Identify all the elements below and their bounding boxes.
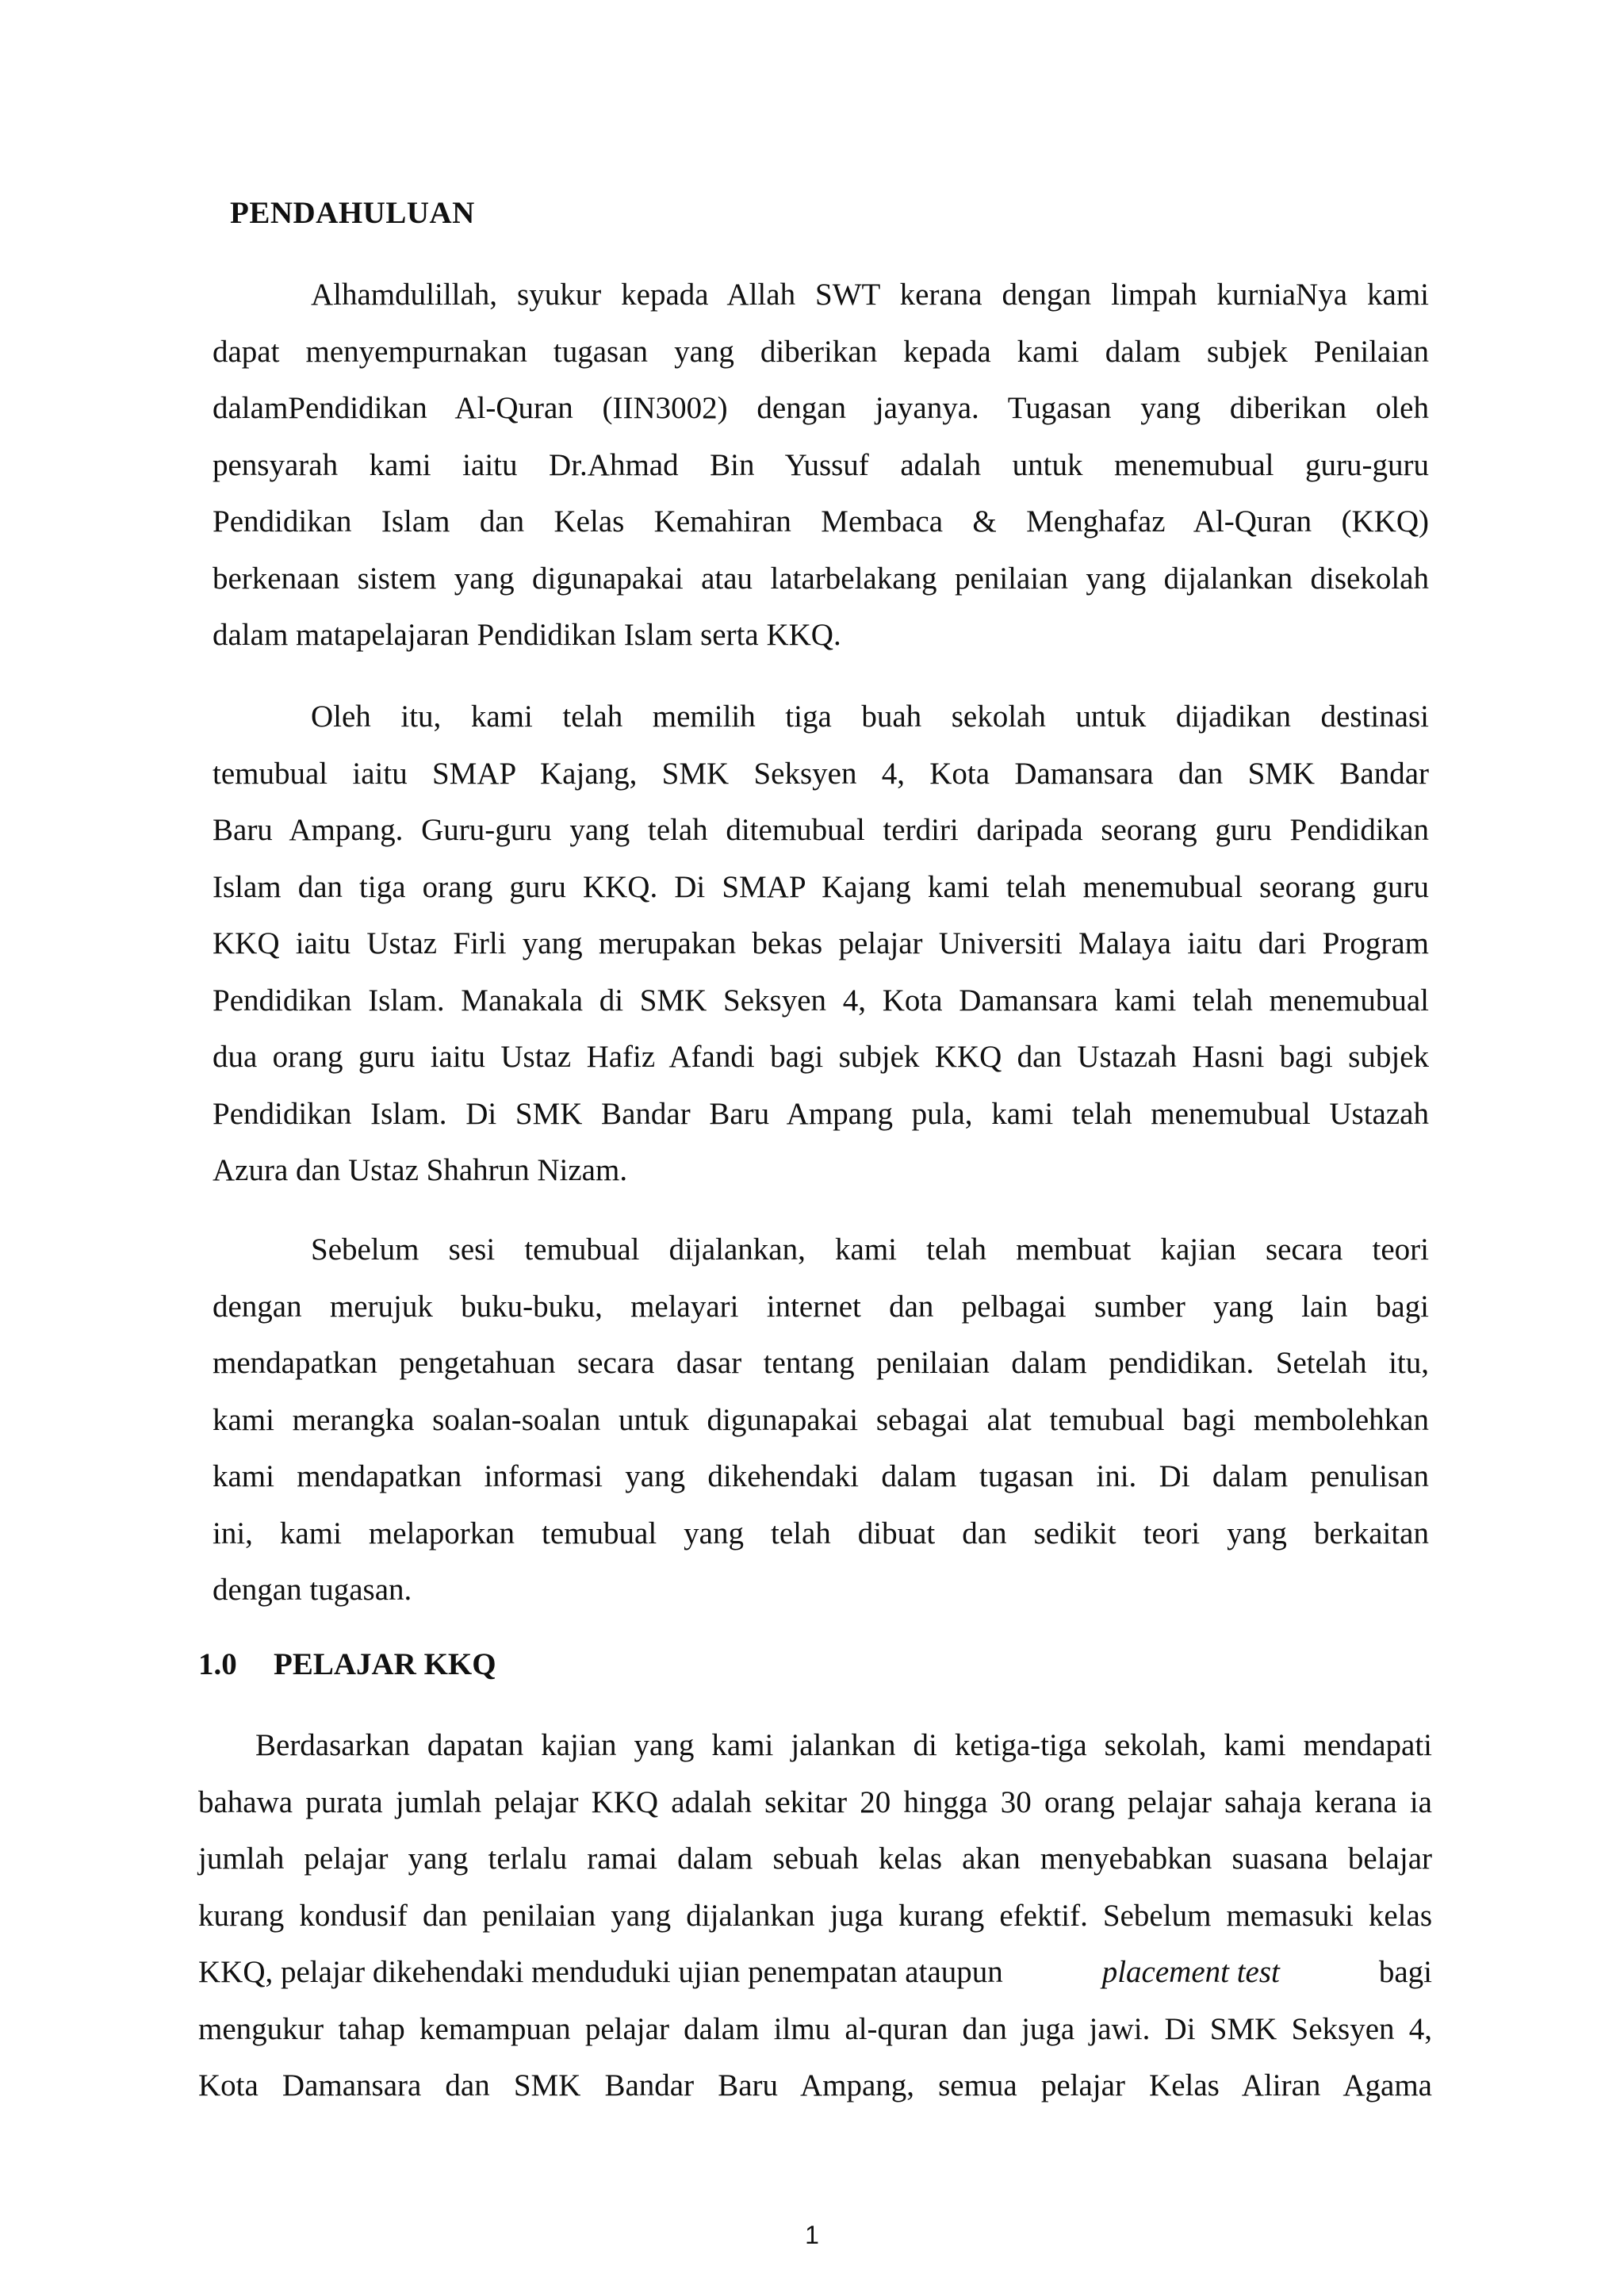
- paragraph-line: mengukur tahap kemampuan pelajar dalam ilmu al-quran dan juga jawi. Di SMK Seksyen 4,: [198, 2011, 1432, 2046]
- document-heading: PENDAHULUAN: [230, 196, 475, 230]
- paragraph-line: jumlah pelajar yang terlalu ramai dalam sebuah kelas akan menyebabkan suasana belajar: [198, 1842, 1432, 1876]
- paragraph-line: Pendidikan Islam. Manakala di SMK Seksyen 4, Kota Damansara kami telah menemubual: [213, 983, 1429, 1018]
- line-text-end: bagi: [1378, 1955, 1432, 1989]
- page-number: 1: [805, 2221, 819, 2249]
- paragraph-line: dua orang guru iaitu Ustaz Hafiz Afandi bagi subjek KKQ dan Ustazah Hasni bagi subjek: [213, 1040, 1429, 1074]
- paragraph-line: kurang kondusif dan penilaian yang dijalankan juga kurang efektif. Sebelum memasuki kelas: [198, 1898, 1432, 1933]
- paragraph-line: Islam dan tiga orang guru KKQ. Di SMAP Kajang kami telah menemubual seorang guru: [213, 869, 1429, 904]
- paragraph-line: KKQ iaitu Ustaz Firli yang merupakan bekas pelajar Universiti Malaya iaitu dari Program: [213, 926, 1429, 960]
- paragraph-line: Berdasarkan dapatan kajian yang kami jalankan di ketiga-tiga sekolah, kami mendapati: [255, 1728, 1432, 1762]
- intro-paragraph-2: [213, 688, 1429, 1199]
- paragraph-line: kami mendapatkan informasi yang dikehendaki dalam tugasan ini. Di dalam penulisan: [213, 1459, 1429, 1493]
- paragraph-line: temubual iaitu SMAP Kajang, SMK Seksyen 4, Kota Damansara dan SMK Bandar: [213, 756, 1429, 791]
- line-text: KKQ, pelajar dikehendaki menduduki ujian penempatan ataupun: [198, 1955, 1003, 1989]
- paragraph-line: Kota Damansara dan SMK Bandar Baru Ampang, semua pelajar Kelas Aliran Agama: [198, 2068, 1432, 2102]
- paragraph-line: Pendidikan Islam. Di SMK Bandar Baru Ampang pula, kami telah menemubual Ustazah: [213, 1096, 1429, 1131]
- paragraph-line: bahawa purata jumlah pelajar KKQ adalah sekitar 20 hingga 30 orang pelajar sahaja kerana ia: [198, 1784, 1432, 1819]
- paragraph-line: Oleh itu, kami telah memilih tiga buah sekolah untuk dijadikan destinasi: [311, 700, 1429, 734]
- paragraph-line: dapat menyempurnakan tugasan yang diberikan kepada kami dalam subjek Penilaian: [213, 334, 1429, 369]
- paragraph-line: ini, kami melaporkan temubual yang telah dibuat dan sedikit teori yang berkaitan: [213, 1516, 1429, 1550]
- italic-term: placement test: [1101, 1955, 1280, 1989]
- paragraph-line: dalam matapelajaran Pendidikan Islam serta KKQ.: [213, 618, 841, 652]
- paragraph-line: Pendidikan Islam dan Kelas Kemahiran Membaca & Menghafaz Al-Quran (KKQ): [213, 504, 1429, 539]
- paragraph-line: Sebelum sesi temubual dijalankan, kami telah membuat kajian secara teori: [311, 1232, 1429, 1267]
- paragraph-line: berkenaan sistem yang digunapakai atau latarbelakang penilaian yang dijalankan disekolah: [213, 561, 1429, 596]
- section-heading: [198, 1646, 496, 1682]
- section-number: 1.0: [198, 1647, 237, 1681]
- intro-paragraph-1: [213, 266, 1429, 664]
- intro-paragraph-3: [213, 1221, 1429, 1619]
- paragraph-line-with-italic: [198, 1944, 1432, 2001]
- paragraph-line: mendapatkan pengetahuan secara dasar tentang penilaian dalam pendidikan. Setelah itu,: [213, 1346, 1429, 1380]
- paragraph-line: Azura dan Ustaz Shahrun Nizam.: [213, 1153, 628, 1187]
- section-paragraph: [198, 1717, 1432, 2114]
- paragraph-line: kami merangka soalan-soalan untuk digunapakai sebagai alat temubual bagi membolehkan: [213, 1402, 1429, 1437]
- section-title: PELAJAR KKQ: [274, 1647, 496, 1681]
- paragraph-line: dalamPendidikan Al-Quran (IIN3002) dengan jayanya. Tugasan yang diberikan oleh: [213, 391, 1429, 425]
- paragraph-line: dengan tugasan.: [213, 1573, 412, 1607]
- paragraph-line: Alhamdulillah, syukur kepada Allah SWT kerana dengan limpah kurniaNya kami: [311, 278, 1429, 312]
- paragraph-line: dengan merujuk buku-buku, melayari internet dan pelbagai sumber yang lain bagi: [213, 1289, 1429, 1324]
- paragraph-line: Baru Ampang. Guru-guru yang telah ditemubual terdiri daripada seorang guru Pendidikan: [213, 813, 1429, 847]
- paragraph-line: pensyarah kami iaitu Dr.Ahmad Bin Yussuf adalah untuk menemubual guru-guru: [213, 447, 1429, 482]
